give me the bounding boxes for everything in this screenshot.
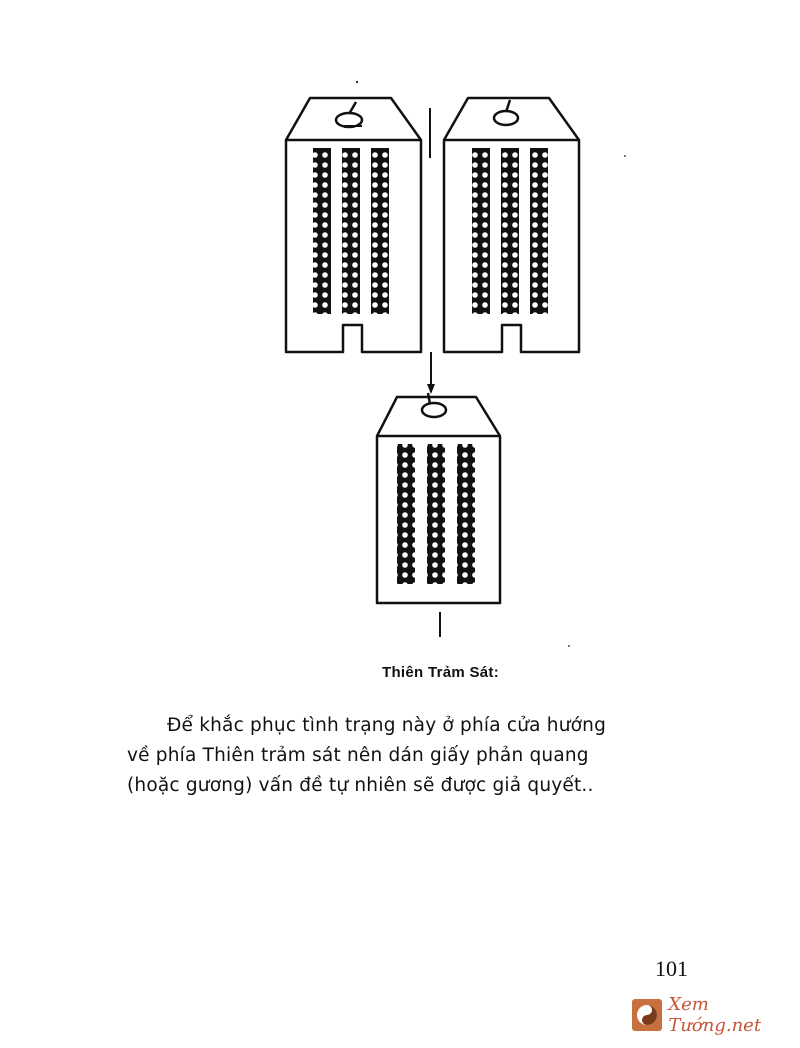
page-number: 101 xyxy=(655,956,688,981)
section-caption: Thiên Trảm Sát: xyxy=(382,664,500,681)
watermark-text: Xem Tướng.net xyxy=(668,994,762,1036)
right-building xyxy=(444,98,579,352)
window-column xyxy=(371,148,389,314)
yin-yang-icon xyxy=(632,999,662,1031)
window-column xyxy=(427,444,445,584)
arrow-head-icon xyxy=(427,384,435,394)
paragraph-line: Để khắc phục tình trạng này ở phía cửa hướng xyxy=(167,715,607,736)
window-column xyxy=(313,148,331,314)
window-column xyxy=(342,148,360,314)
window-column xyxy=(472,148,490,314)
left-building xyxy=(286,98,421,352)
window-column xyxy=(501,148,519,314)
paragraph-line: (hoặc gương) vấn đề tự nhiên sẽ được giả quyết.. xyxy=(127,775,594,796)
body-paragraph xyxy=(127,711,697,801)
window-column xyxy=(457,444,475,584)
window-column xyxy=(397,444,415,584)
front-building xyxy=(377,393,500,603)
paragraph-line: về phía Thiên trảm sát nên dán giấy phản quang xyxy=(127,745,589,766)
watermark xyxy=(632,994,800,1036)
window-column xyxy=(530,148,548,314)
